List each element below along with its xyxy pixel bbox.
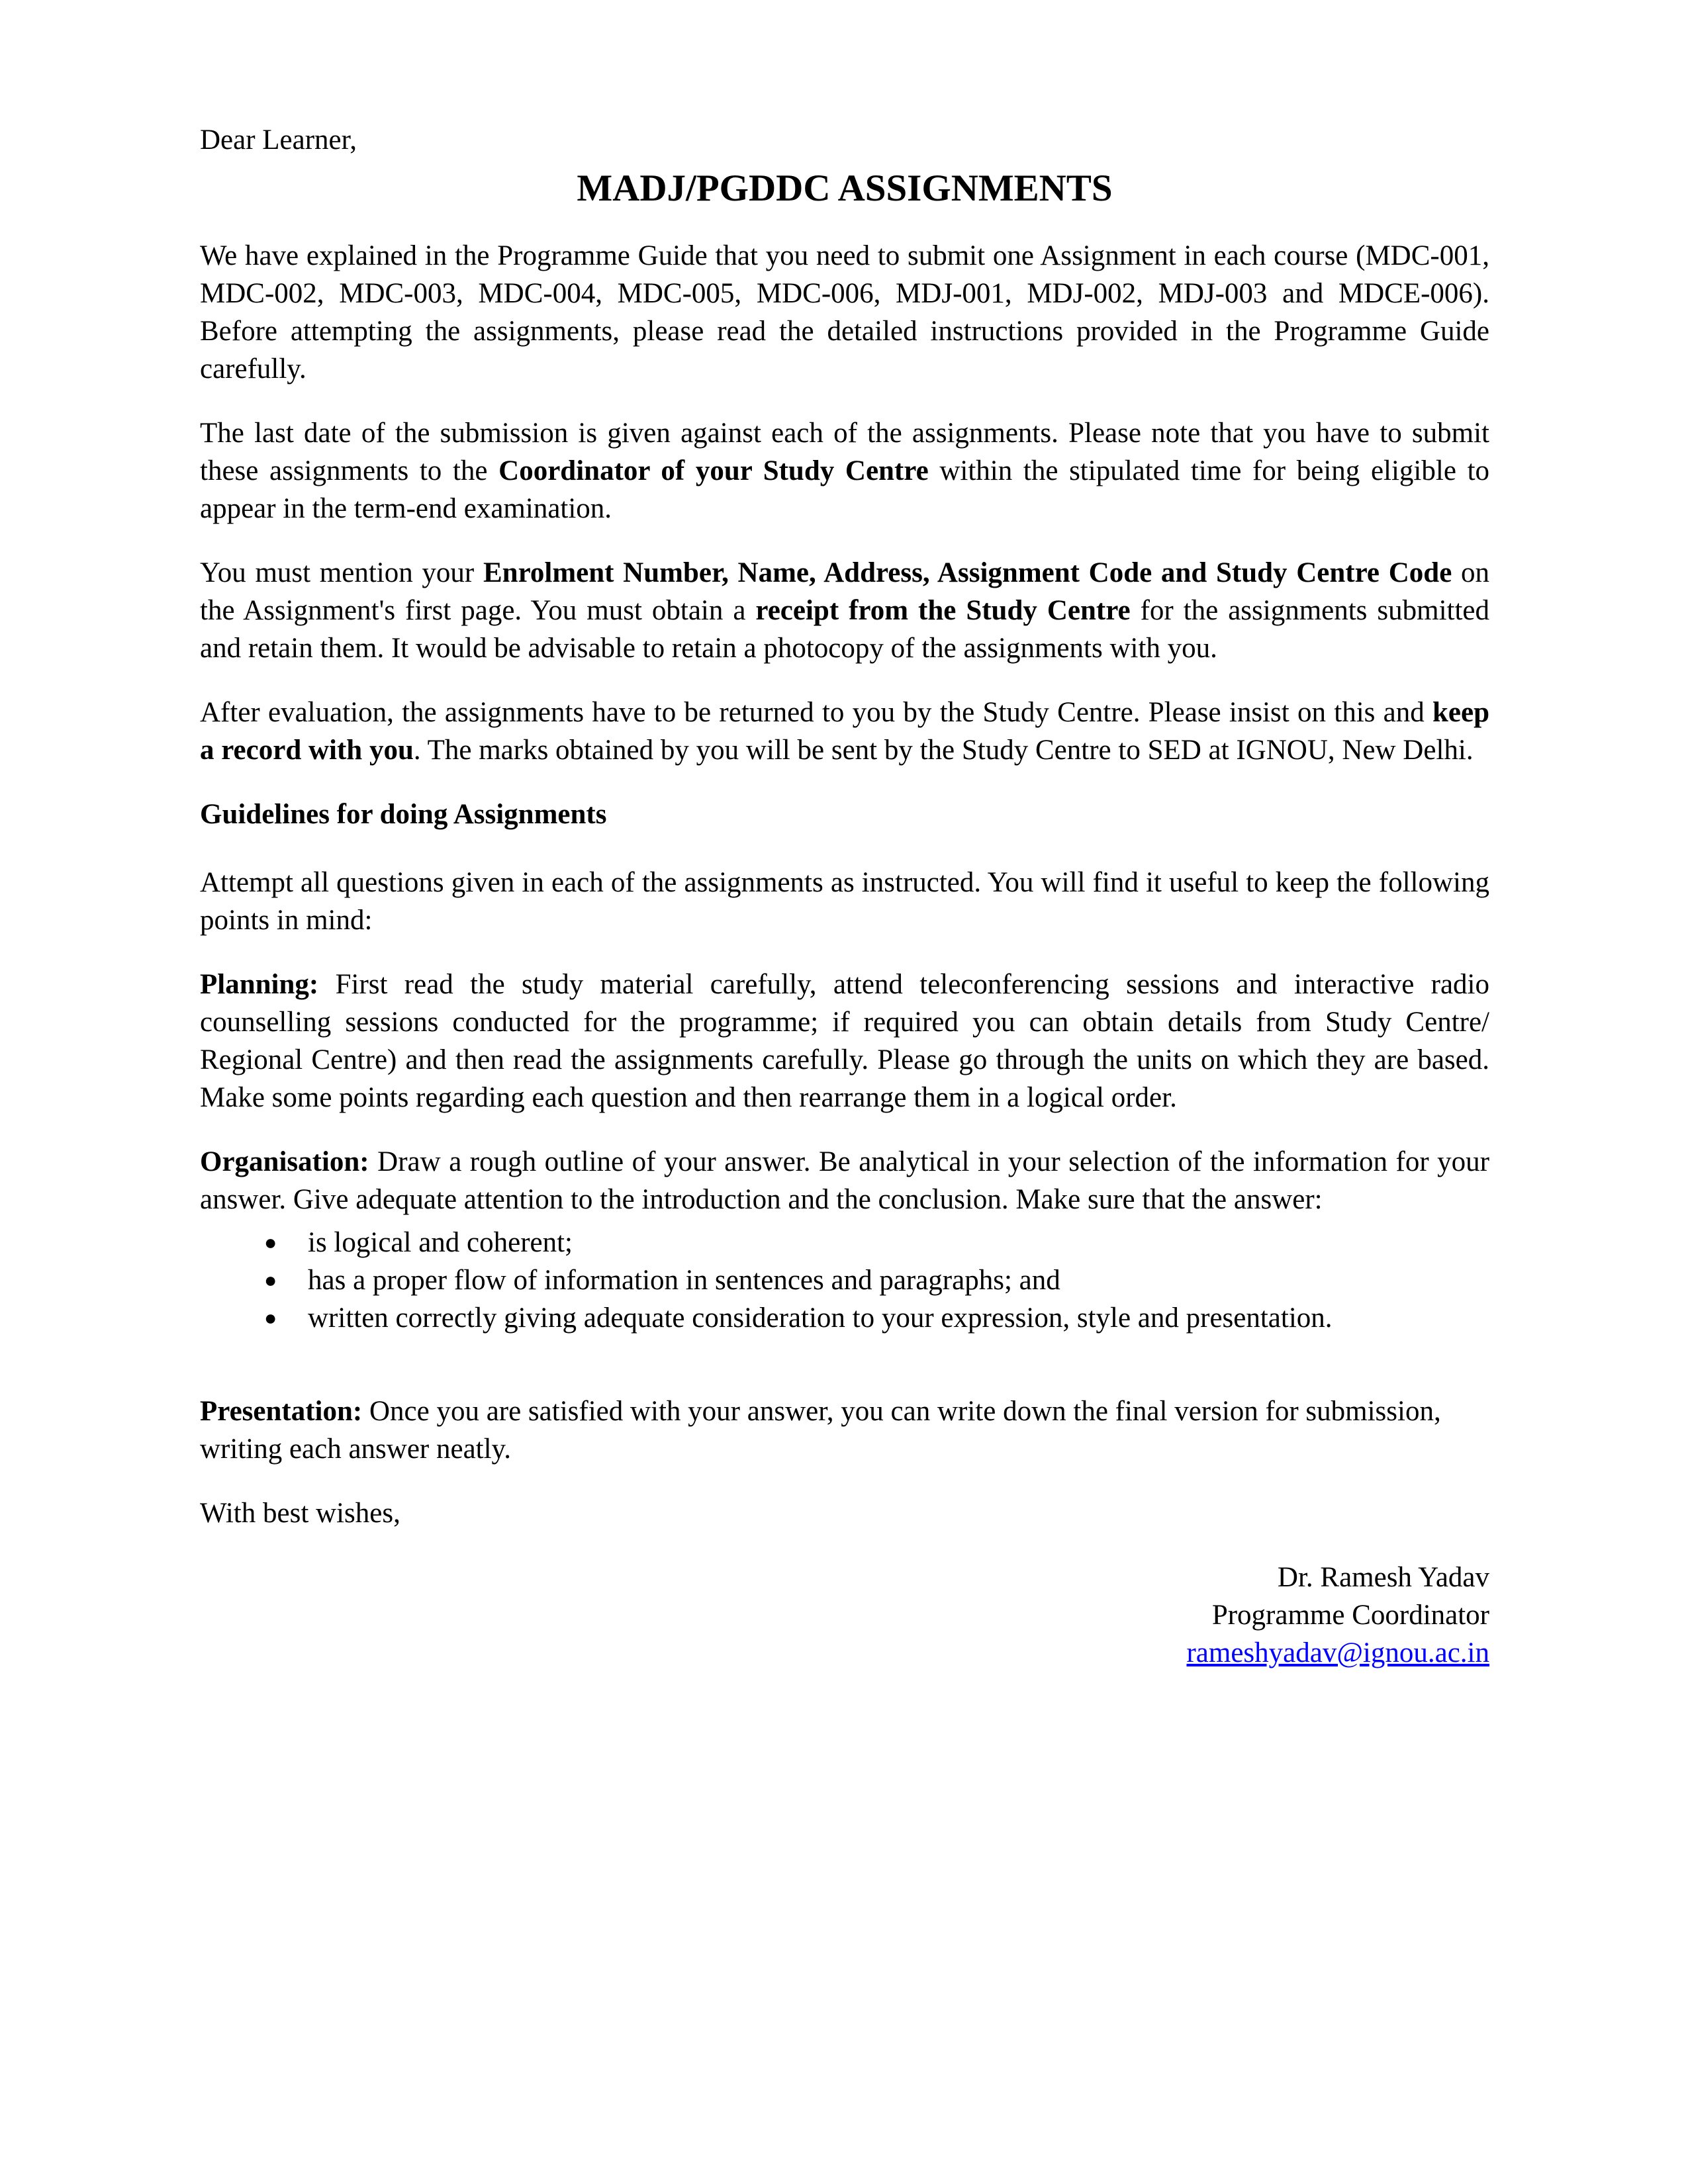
paragraph-attempt [200, 864, 1489, 939]
signature-name: Dr. Ramesh Yadav [1277, 1562, 1489, 1593]
bullet-icon: ● [264, 1268, 277, 1292]
text-run: . The marks obtained by you will be sent by the Study Centre to SED at IGNOU, New Delhi. [413, 735, 1474, 766]
bullet-text: written correctly giving adequate consideration to your expression, style and presentation. [308, 1302, 1333, 1334]
paragraph-organisation [200, 1143, 1489, 1218]
text-run: The last date of the submission is given against each of the assignments. Please note that you have to submit these assignments to the [200, 418, 1489, 486]
signature-role: Programme Coordinator [1211, 1600, 1489, 1631]
text-run: You must mention your [200, 557, 483, 588]
page-title: MADJ/PGDDC ASSIGNMENTS [577, 167, 1113, 209]
signature-block [200, 1559, 1489, 1672]
bold-run: Enrolment Number, Name, Address, Assignment Code and Study Centre Code [483, 557, 1452, 588]
text-run: within the stipulated time for being eligible to appear in the term-end examination. [200, 455, 1490, 524]
paragraph-evaluation [200, 694, 1489, 769]
text-run: on the Assignment's first page. You must obtain a [200, 557, 1489, 626]
text-run: for the assignments submitted and retain them. It would be advisable to retain a photocopy of the assignments with you. [200, 595, 1489, 664]
text-run: Once you are satisfied with your answer, you can write down the final version for submission, writing each answer neatly. [200, 1396, 1441, 1465]
list-item [200, 1261, 1489, 1299]
text-run: After evaluation, the assignments have to be returned to you by the Study Centre. Please insist on this and [200, 697, 1432, 728]
paragraph-submission-date [200, 414, 1489, 527]
text-run: Draw a rough outline of your answer. Be analytical in your selection of the information for your answer. Give adequate attention to the introduction and the conclusion. Make sure that the answer: [200, 1146, 1489, 1215]
paragraph-intro [200, 237, 1489, 388]
bullet-icon: ● [264, 1306, 277, 1330]
paragraph-planning [200, 966, 1489, 1116]
text-run: Attempt all questions given in each of the assignments as instructed. You will find it useful to keep the following points in mind: [200, 867, 1489, 936]
list-item [200, 1224, 1489, 1261]
paragraph-presentation [200, 1392, 1489, 1468]
heading-guidelines: Guidelines for doing Assignments [200, 799, 607, 830]
salutation: Dear Learner, [200, 124, 357, 156]
bullet-icon: ● [264, 1230, 277, 1254]
bullet-text: has a proper flow of information in sentences and paragraphs; and [308, 1265, 1060, 1296]
text-run: First read the study material carefully, attend teleconferencing sessions and interactive radio counselling sessions conducted for the programme; if required you can obtain details from Study Centre/ Regional Centre) and then read the assignments carefully. Please go through the units on which they are based. Make some points regarding each question and then rearrange them in a logical order. [200, 969, 1489, 1113]
bullet-list [200, 1224, 1489, 1337]
text-run: We have explained in the Programme Guide that you need to submit one Assignment in each course (MDC-001, MDC-002, MDC-003, MDC-004, MDC-005, MDC-006, MDJ-001, MDJ-002, MDJ-003 and MDCE-006). Before attempting the assignments, please read the detailed instructions provided in the Programme Guide carefully. [200, 240, 1489, 385]
bold-run: Presentation: [200, 1396, 363, 1427]
bold-run: Planning: [200, 969, 319, 1000]
bold-run: keep a record with you [200, 697, 1489, 766]
bold-run: receipt from the Study Centre [755, 595, 1131, 626]
paragraph-enrolment [200, 554, 1489, 667]
bullet-text: is logical and coherent; [308, 1227, 573, 1258]
email-link[interactable]: rameshyadav@ignou.ac.in [1186, 1637, 1489, 1668]
closing: With best wishes, [200, 1498, 400, 1529]
bold-run: Organisation: [200, 1146, 369, 1177]
list-item [200, 1299, 1489, 1337]
bold-run: Coordinator of your Study Centre [498, 455, 929, 486]
